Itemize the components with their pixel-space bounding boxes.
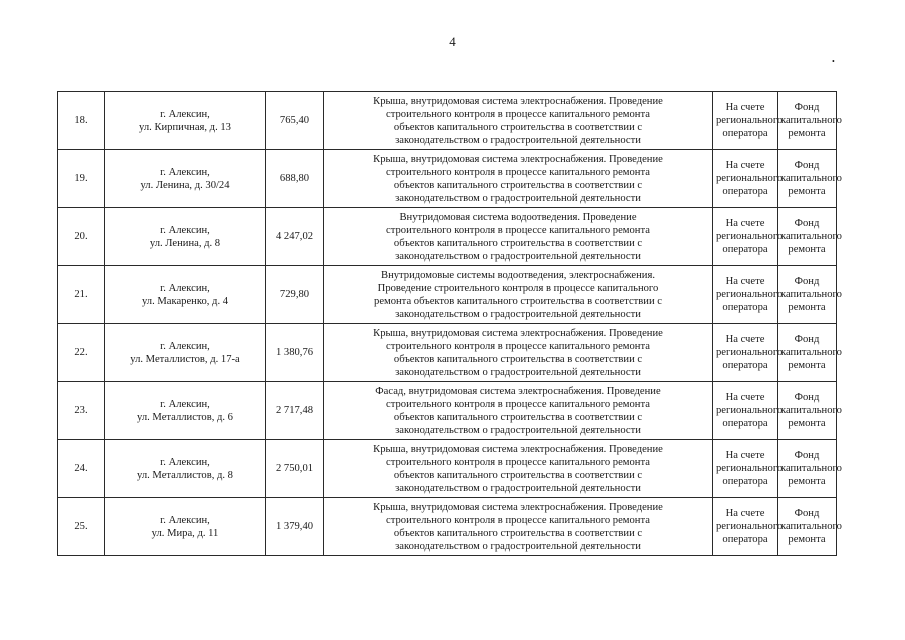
funding-source-line: Фонд (794, 276, 820, 287)
account-type-line: На счете (725, 160, 765, 171)
account-type-line: регионального (716, 231, 783, 242)
work-description-line: объектов капитального строительства в соответствии с (393, 121, 643, 133)
work-description-cell (324, 266, 713, 324)
funding-source-line: ремонта (788, 476, 826, 487)
work-description-line: строительного контроля в процессе капитального ремонта (386, 514, 650, 526)
address-cell (105, 440, 266, 498)
table-row (58, 92, 837, 150)
work-description-line: строительного контроля в процессе капитального ремонта (386, 456, 650, 468)
work-description-line: Внутридомовые системы водоотведения, электроснабжения. (381, 269, 655, 281)
work-description-line: Внутридомовая система водоотведения. Проведение (399, 211, 637, 223)
row-number-cell: 20. (58, 208, 105, 266)
account-type-cell (713, 324, 783, 382)
account-type-line: На счете (725, 102, 765, 113)
address-cell (105, 266, 266, 324)
work-description-line: Крыша, внутридомовая система электроснабжения. Проведение (373, 327, 663, 339)
area-cell: 765,40 (266, 92, 324, 150)
funding-source-line: капитального (781, 289, 842, 300)
work-description-line: Крыша, внутридомовая система электроснабжения. Проведение (373, 95, 663, 107)
area-cell: 1 379,40 (266, 498, 324, 556)
work-description-line: объектов капитального строительства в соответствии с (393, 353, 643, 365)
account-type-cell (713, 92, 783, 150)
table-row (58, 498, 837, 556)
funding-source-cell (778, 498, 842, 556)
funding-source-line: Фонд (794, 450, 820, 461)
row-number-cell: 22. (58, 324, 105, 382)
funding-source-cell (778, 324, 842, 382)
work-description-line: законодательством о градостроительной деятельности (395, 250, 641, 262)
work-description-line: законодательством о градостроительной деятельности (395, 134, 641, 146)
row-number-cell: 18. (58, 92, 105, 150)
address-city: г. Алексин, (160, 282, 210, 294)
address-street: ул. Ленина, д. 8 (149, 237, 221, 249)
account-type-line: оператора (722, 244, 768, 255)
account-type-line: На счете (725, 276, 765, 287)
account-type-line: На счете (725, 392, 765, 403)
address-city: г. Алексин, (160, 456, 210, 468)
account-type-line: оператора (722, 476, 768, 487)
account-type-line: регионального (716, 173, 783, 184)
area-cell: 1 380,76 (266, 324, 324, 382)
account-type-line: оператора (722, 418, 768, 429)
account-type-cell (713, 208, 783, 266)
area-cell: 2 717,48 (266, 382, 324, 440)
funding-source-line: ремонта (788, 302, 826, 313)
funding-source-cell (778, 150, 842, 208)
work-description-cell (324, 92, 713, 150)
account-type-line: регионального (716, 521, 783, 532)
funding-source-line: ремонта (788, 418, 826, 429)
address-cell (105, 208, 266, 266)
address-street: ул. Макаренко, д. 4 (141, 295, 229, 307)
account-type-line: регионального (716, 463, 783, 474)
work-description-cell (324, 208, 713, 266)
account-type-cell (713, 498, 783, 556)
work-description-line: объектов капитального строительства в соответствии с (393, 469, 643, 481)
funding-source-line: капитального (781, 173, 842, 184)
area-cell: 4 247,02 (266, 208, 324, 266)
funding-source-line: капитального (781, 347, 842, 358)
address-cell (105, 150, 266, 208)
work-description-line: Крыша, внутридомовая система электроснабжения. Проведение (373, 443, 663, 455)
account-type-cell (713, 266, 783, 324)
account-type-line: На счете (725, 508, 765, 519)
table-row (58, 382, 837, 440)
account-type-line: регионального (716, 289, 783, 300)
funding-source-line: Фонд (794, 508, 820, 519)
funding-source-line: капитального (781, 463, 842, 474)
work-description-cell (324, 440, 713, 498)
table-row (58, 266, 837, 324)
address-street: ул. Мира, д. 11 (151, 527, 219, 539)
capital-repair-table (57, 91, 842, 556)
row-number-cell: 23. (58, 382, 105, 440)
work-description-line: законодательством о градостроительной деятельности (395, 192, 641, 204)
table-row (58, 208, 837, 266)
address-cell (105, 324, 266, 382)
account-type-line: На счете (725, 218, 765, 229)
funding-source-line: Фонд (794, 160, 820, 171)
row-number-cell: 24. (58, 440, 105, 498)
funding-source-line: ремонта (788, 128, 826, 139)
funding-source-line: ремонта (788, 244, 826, 255)
work-description-cell (324, 382, 713, 440)
account-type-line: На счете (725, 450, 765, 461)
account-type-line: На счете (725, 334, 765, 345)
funding-source-cell (778, 440, 842, 498)
funding-source-line: капитального (781, 521, 842, 532)
work-description-line: Фасад, внутридомовая система электроснабжения. Проведение (375, 385, 661, 397)
funding-source-line: капитального (781, 405, 842, 416)
funding-source-cell (778, 382, 842, 440)
account-type-line: оператора (722, 128, 768, 139)
funding-source-line: капитального (781, 115, 842, 126)
address-city: г. Алексин, (160, 398, 210, 410)
address-city: г. Алексин, (160, 166, 210, 178)
address-city: г. Алексин, (160, 340, 210, 352)
row-number-cell: 25. (58, 498, 105, 556)
work-description-line: строительного контроля в процессе капитального ремонта (386, 224, 650, 236)
work-description-line: объектов капитального строительства в соответствии с (393, 179, 643, 191)
work-description-line: строительного контроля в процессе капитального ремонта (386, 166, 650, 178)
address-city: г. Алексин, (160, 514, 210, 526)
funding-source-line: ремонта (788, 186, 826, 197)
account-type-cell (713, 150, 783, 208)
work-description-line: Крыша, внутридомовая система электроснабжения. Проведение (373, 153, 663, 165)
row-number-cell: 21. (58, 266, 105, 324)
funding-source-cell (778, 92, 842, 150)
account-type-line: регионального (716, 405, 783, 416)
work-description-line: строительного контроля в процессе капитального ремонта (386, 108, 650, 120)
table-row (58, 324, 837, 382)
area-cell: 729,80 (266, 266, 324, 324)
work-description-line: объектов капитального строительства в соответствии с (393, 237, 643, 249)
account-type-line: оператора (722, 302, 768, 313)
address-cell (105, 382, 266, 440)
account-type-cell (713, 440, 783, 498)
funding-source-line: капитального (781, 231, 842, 242)
work-description-line: законодательством о градостроительной деятельности (395, 308, 641, 320)
work-description-cell (324, 498, 713, 556)
address-street: ул. Кирпичная, д. 13 (139, 121, 231, 133)
area-cell: 2 750,01 (266, 440, 324, 498)
funding-source-line: Фонд (794, 334, 820, 345)
work-description-line: законодательством о градостроительной деятельности (395, 540, 641, 552)
work-description-line: объектов капитального строительства в соответствии с (393, 411, 643, 423)
page-number: 4 (449, 34, 456, 49)
account-type-line: оператора (722, 534, 768, 545)
address-city: г. Алексин, (160, 108, 210, 120)
address-street: ул. Металлистов, д. 8 (137, 469, 233, 481)
address-cell (105, 498, 266, 556)
funding-source-line: ремонта (788, 360, 826, 371)
table-body (58, 92, 842, 556)
work-description-line: законодательством о градостроительной деятельности (395, 366, 641, 378)
table-row (58, 440, 837, 498)
funding-source-line: ремонта (788, 534, 826, 545)
work-description-line: ремонта объектов капитального строительства в соответствии с (374, 295, 662, 307)
funding-source-cell (778, 266, 842, 324)
address-cell (105, 92, 266, 150)
work-description-line: законодательством о градостроительной деятельности (395, 424, 641, 436)
address-street: ул. Ленина, д. 30/24 (140, 179, 230, 191)
work-description-line: Крыша, внутридомовая система электроснабжения. Проведение (373, 501, 663, 513)
work-description-cell (324, 150, 713, 208)
funding-source-line: Фонд (794, 392, 820, 403)
account-type-cell (713, 382, 783, 440)
row-number-cell: 19. (58, 150, 105, 208)
work-description-line: объектов капитального строительства в соответствии с (393, 527, 643, 539)
work-description-line: строительного контроля в процессе капитального ремонта (386, 340, 650, 352)
funding-source-line: Фонд (794, 218, 820, 229)
address-street: ул. Металлистов, д. 17-а (130, 353, 240, 365)
work-description-line: Проведение строительного контроля в процессе капитального (377, 282, 659, 294)
work-description-cell (324, 324, 713, 382)
account-type-line: оператора (722, 186, 768, 197)
address-street: ул. Металлистов, д. 6 (137, 411, 233, 423)
corner-mark: • (832, 57, 835, 66)
account-type-line: оператора (722, 360, 768, 371)
account-type-line: регионального (716, 347, 783, 358)
funding-source-cell (778, 208, 842, 266)
table-row (58, 150, 837, 208)
work-description-line: законодательством о градостроительной деятельности (395, 482, 641, 494)
account-type-line: регионального (716, 115, 783, 126)
address-city: г. Алексин, (160, 224, 210, 236)
funding-source-line: Фонд (794, 102, 820, 113)
work-description-line: строительного контроля в процессе капитального ремонта (386, 398, 650, 410)
area-cell: 688,80 (266, 150, 324, 208)
